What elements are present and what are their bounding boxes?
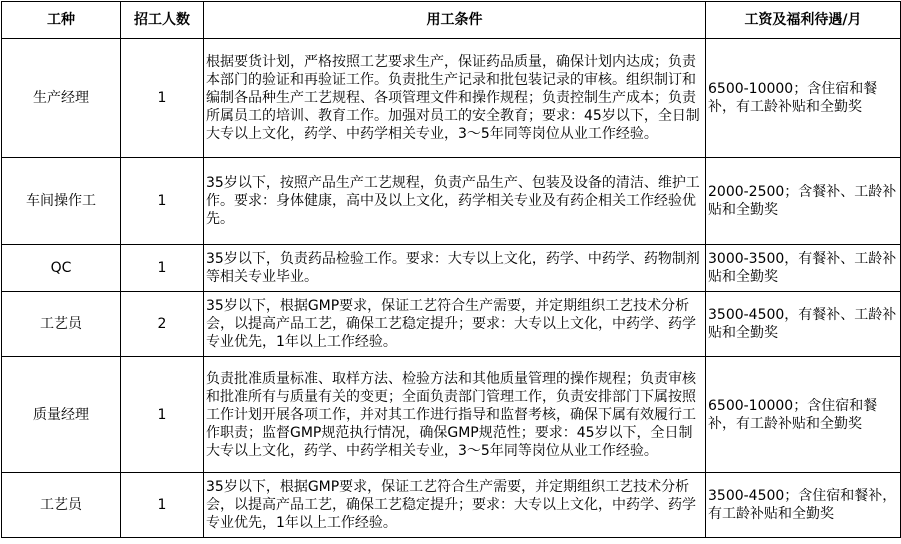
wage-cell: 6500-10000；含住宿和餐补，有工龄补贴和全勤奖 — [706, 357, 901, 473]
header-count: 招工人数 — [121, 2, 204, 39]
table-row — [2, 292, 901, 357]
job-cell: 质量经理 — [2, 357, 121, 473]
count-cell: 1 — [121, 357, 204, 473]
count-cell: 1 — [121, 158, 204, 245]
job-cell: 工艺员 — [2, 473, 121, 538]
count-cell: 1 — [121, 39, 204, 158]
table-row — [2, 473, 901, 538]
job-cell: QC — [2, 245, 121, 292]
count-cell: 1 — [121, 245, 204, 292]
count-cell: 2 — [121, 292, 204, 357]
wage-cell: 3500-4500；含住宿和餐补，有工龄补贴和全勤奖 — [706, 473, 901, 538]
table-row — [2, 158, 901, 245]
conditions-cell: 负责批准质量标准、取样方法、检验方法和其他质量管理的操作规程；负责审核和批准所有与质量有关的变更；全面负责部门管理工作，负责安排部门下属按照工作计划开展各项工作，并对其工作进行指导和监督考核，确保下属有效履行工作职责；监督GMP规范执行情况，确保GMP规范性；要求：45岁以下，全日制大专以上文化，药学、中药学相关专业，3～5年同等岗位从业工作经验。 — [204, 357, 706, 473]
wage-cell: 6500-10000；含住宿和餐补，有工龄补贴和全勤奖 — [706, 39, 901, 158]
header-wage: 工资及福利待遇/月 — [706, 2, 901, 39]
job-cell: 生产经理 — [2, 39, 121, 158]
table-row — [2, 245, 901, 292]
table-row — [2, 39, 901, 158]
conditions-cell: 根据要货计划，严格按照工艺要求生产，保证药品质量，确保计划内达成；负责本部门的验证和再验证工作。负责批生产记录和批包装记录的审核。组织制订和编制各品种生产工艺规程、各项管理文件和操作规程；负责控制生产成本；负责所属员工的培训、教育工作。加强对员工的安全教育；要求：45岁以下，全日制大专以上文化，药学、中药学相关专业，3～5年同等岗位从业工作经验。 — [204, 39, 706, 158]
header-job: 工种 — [2, 2, 121, 39]
job-cell: 车间操作工 — [2, 158, 121, 245]
conditions-cell: 35岁以下，根据GMP要求，保证工艺符合生产需要，并定期组织工艺技术分析会，以提高产品工艺，确保工艺稳定提升；要求：大专以上文化，中药学、药学专业优先，1年以上工作经验。 — [204, 292, 706, 357]
recruitment-table — [1, 1, 901, 538]
count-cell: 1 — [121, 473, 204, 538]
header-conditions: 用工条件 — [204, 2, 706, 39]
wage-cell: 2000-2500；含餐补、工龄补贴和全勤奖 — [706, 158, 901, 245]
header-row — [2, 2, 901, 39]
wage-cell: 3500-4500，有餐补、工龄补贴和全勤奖 — [706, 292, 901, 357]
conditions-cell: 35岁以下，根据GMP要求，保证工艺符合生产需要，并定期组织工艺技术分析会，以提高产品工艺，确保工艺稳定提升；要求：大专以上文化，中药学、药学专业优先，1年以上工作经验。 — [204, 473, 706, 538]
job-cell: 工艺员 — [2, 292, 121, 357]
conditions-cell: 35岁以下，按照产品生产工艺规程，负责产品生产、包装及设备的清洁、维护工作。要求：身体健康，高中及以上文化，药学相关专业及有药企相关工作经验优先。 — [204, 158, 706, 245]
conditions-cell: 35岁以下，负责药品检验工作。要求：大专以上文化，药学、中药学、药物制剂等相关专业毕业。 — [204, 245, 706, 292]
table-row — [2, 357, 901, 473]
wage-cell: 3000-3500，有餐补、工龄补贴和全勤奖 — [706, 245, 901, 292]
